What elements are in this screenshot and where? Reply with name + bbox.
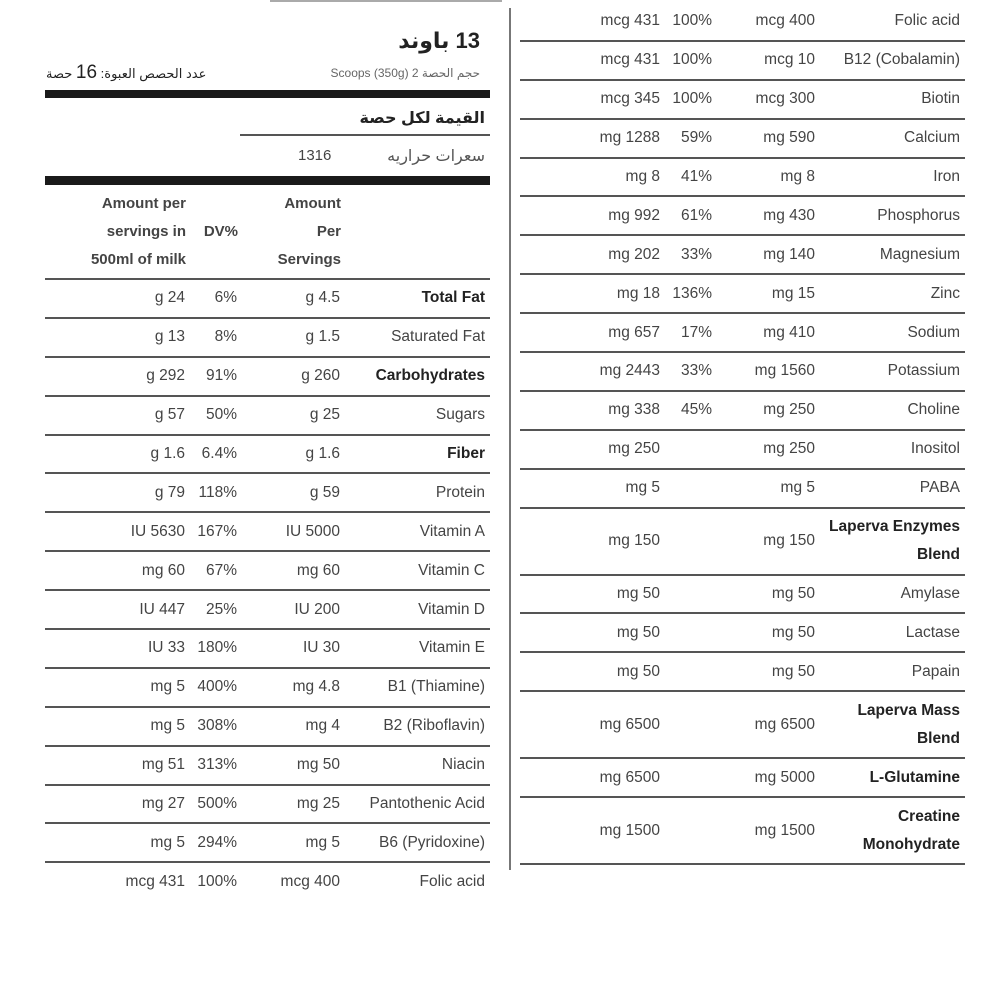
nutrient-name: Lactase xyxy=(905,623,960,641)
serving-amount: mg 5 xyxy=(305,833,340,851)
daily-value: 118% xyxy=(198,483,237,501)
serving-amount: mg 1560 xyxy=(754,362,815,380)
milk-amount: mg 1288 xyxy=(599,129,660,147)
col-header-milk xyxy=(91,190,186,274)
serving-amount: mcg 400 xyxy=(755,12,815,30)
header-line: Amount xyxy=(284,195,341,212)
serving-amount: mg 250 xyxy=(763,401,815,419)
milk-amount: g 24 xyxy=(154,289,185,307)
table-row xyxy=(520,470,965,509)
nutrient-name: Phosphorus xyxy=(877,206,960,224)
daily-value: 41% xyxy=(680,168,712,185)
nutrient-name: L-Glutamine xyxy=(869,768,960,786)
nutrient-name: Protein xyxy=(435,483,485,501)
table-row xyxy=(520,159,965,198)
serving-amount: mg 140 xyxy=(763,245,815,263)
serving-amount: mg 5 xyxy=(780,479,815,497)
table-row xyxy=(520,3,965,42)
left-nutrition-table xyxy=(45,280,490,900)
nutrient-name: Inositol xyxy=(910,440,960,458)
daily-value: 167% xyxy=(197,522,237,540)
nutrient-name: Laperva Mass Blend xyxy=(857,701,960,747)
servings-count: 16 xyxy=(75,62,98,83)
serving-amount: g 4.5 xyxy=(305,289,340,307)
serving-amount: IU 5000 xyxy=(285,522,340,540)
thick-divider xyxy=(45,176,490,185)
table-row xyxy=(45,436,490,475)
nutrient-name: Niacin xyxy=(441,756,485,774)
serving-amount: mg 250 xyxy=(763,440,815,458)
nutrient-name: Potassium xyxy=(887,362,960,380)
table-row xyxy=(520,431,965,470)
serving-amount: mg 50 xyxy=(771,585,815,603)
daily-value: 91% xyxy=(205,367,237,385)
serving-amount: mg 4.8 xyxy=(292,678,340,696)
serving-size: حجم الحصة 2 Scoops (350g) xyxy=(330,66,480,80)
table-row xyxy=(45,863,490,900)
table-row xyxy=(520,653,965,692)
table-row xyxy=(45,513,490,552)
servings-per-container xyxy=(46,62,206,84)
milk-amount: mg 250 xyxy=(608,440,660,458)
milk-amount: IU 5630 xyxy=(130,522,185,540)
milk-amount: mg 202 xyxy=(608,245,660,263)
serving-amount: mg 5000 xyxy=(754,768,815,786)
daily-value: 100% xyxy=(672,51,712,69)
nutrient-name: Folic acid xyxy=(419,872,485,890)
serving-amount: mcg 300 xyxy=(755,90,815,108)
milk-amount: mg 1500 xyxy=(599,821,660,839)
nutrient-name: Magnesium xyxy=(879,245,960,263)
daily-value: 8% xyxy=(214,328,237,346)
serving-amount: mg 430 xyxy=(763,206,815,224)
table-row xyxy=(520,120,965,159)
table-row xyxy=(45,669,490,708)
serving-amount: mg 410 xyxy=(763,323,815,341)
milk-amount: mg 6500 xyxy=(599,715,660,733)
serving-amount: mg 590 xyxy=(763,129,815,147)
milk-amount: mcg 431 xyxy=(125,872,185,890)
serving-amount: mg 8 xyxy=(780,168,815,185)
serving-amount: mg 25 xyxy=(296,795,340,813)
daily-value: 294% xyxy=(197,833,237,851)
nutrient-name: B1 (Thiamine) xyxy=(387,678,485,696)
servings-unit: حصة xyxy=(46,66,73,81)
nutrient-name: Vitamin C xyxy=(418,561,485,579)
table-row xyxy=(520,576,965,615)
milk-amount: mg 27 xyxy=(141,795,185,813)
servings-label: عدد الحصص العبوة: xyxy=(100,66,207,81)
col-header-serving xyxy=(278,190,341,274)
daily-value: 400% xyxy=(197,678,237,696)
serving-amount: mg 15 xyxy=(771,284,815,302)
milk-amount: mg 5 xyxy=(150,717,185,735)
milk-amount: mg 18 xyxy=(616,284,660,302)
daily-value: 308% xyxy=(197,717,237,735)
nutrient-name: Laperva Enzymes Blend xyxy=(829,518,960,564)
table-row xyxy=(520,798,965,865)
nutrient-name: Vitamin E xyxy=(418,639,485,657)
table-row xyxy=(45,552,490,591)
milk-amount: mg 8 xyxy=(625,168,660,185)
serving-amount: mcg 400 xyxy=(280,872,340,890)
thick-divider xyxy=(45,90,490,98)
table-row xyxy=(520,314,965,353)
serving-amount: mg 4 xyxy=(305,717,340,735)
daily-value: 61% xyxy=(680,206,712,224)
milk-amount: g 13 xyxy=(154,328,185,346)
table-row xyxy=(45,630,490,669)
milk-amount: mg 2443 xyxy=(599,362,660,380)
table-row xyxy=(45,708,490,747)
daily-value: 59% xyxy=(680,129,712,147)
table-row xyxy=(45,474,490,513)
nutrient-name: Biotin xyxy=(921,90,960,108)
milk-amount: IU 447 xyxy=(139,600,185,618)
nutrient-name: Folic acid xyxy=(894,12,960,30)
header-line: Amount per xyxy=(101,195,186,212)
nutrient-name: B12 (Cobalamin) xyxy=(843,51,960,69)
milk-amount: mg 50 xyxy=(616,585,660,603)
daily-value: 100% xyxy=(197,872,237,890)
nutrient-name: Amylase xyxy=(900,585,960,603)
nutrient-name: Sodium xyxy=(907,323,960,341)
table-row xyxy=(520,392,965,431)
table-row xyxy=(45,747,490,786)
nutrient-name: Sugars xyxy=(435,406,485,424)
table-row xyxy=(45,358,490,397)
milk-amount: mg 5 xyxy=(150,678,185,696)
nutrient-name: Vitamin D xyxy=(418,600,485,618)
column-divider xyxy=(509,8,511,870)
serving-amount: g 1.5 xyxy=(305,328,340,346)
table-row xyxy=(45,319,490,358)
header-line: Per xyxy=(316,223,341,240)
table-row xyxy=(520,42,965,81)
daily-value: 6% xyxy=(214,289,237,307)
table-row xyxy=(45,786,490,825)
serving-amount: g 1.6 xyxy=(305,445,340,462)
table-row xyxy=(520,275,965,314)
right-nutrition-table xyxy=(520,3,965,865)
table-row xyxy=(45,397,490,436)
header-line: servings in xyxy=(106,223,186,240)
top-divider xyxy=(270,0,502,2)
nutrient-name: Carbohydrates xyxy=(375,367,485,385)
daily-value: 33% xyxy=(680,362,712,380)
serving-amount: mg 50 xyxy=(296,756,340,774)
product-title: 13 باوند xyxy=(398,28,480,53)
header-line: 500ml of milk xyxy=(90,251,186,268)
table-row xyxy=(45,824,490,863)
daily-value: 17% xyxy=(680,323,712,341)
milk-amount: mcg 431 xyxy=(600,51,660,69)
milk-amount: mg 657 xyxy=(608,323,660,341)
table-row xyxy=(520,692,965,759)
milk-amount: mcg 345 xyxy=(600,90,660,108)
serving-amount: mg 50 xyxy=(771,662,815,680)
serving-amount: IU 200 xyxy=(294,600,340,618)
serving-amount: mg 60 xyxy=(296,561,340,579)
nutrient-name: PABA xyxy=(919,479,960,497)
daily-value: 67% xyxy=(205,561,237,579)
daily-value: 100% xyxy=(672,12,712,30)
daily-value: 45% xyxy=(680,401,712,419)
nutrient-name: Saturated Fat xyxy=(391,328,485,346)
nutrient-name: B6 (Pyridoxine) xyxy=(379,833,485,851)
serving-amount: mg 6500 xyxy=(754,715,815,733)
table-row xyxy=(520,197,965,236)
serving-amount: mg 150 xyxy=(763,532,815,550)
daily-value: 33% xyxy=(680,245,712,263)
table-row xyxy=(520,759,965,798)
serving-amount: g 59 xyxy=(309,483,340,501)
daily-value: 136% xyxy=(672,284,712,302)
milk-amount: mg 5 xyxy=(150,833,185,851)
serving-amount: mg 50 xyxy=(771,623,815,641)
daily-value: 6.4% xyxy=(201,445,237,462)
table-row xyxy=(520,614,965,653)
milk-amount: g 292 xyxy=(146,367,185,385)
serving-amount: mcg 10 xyxy=(764,51,815,69)
milk-amount: mg 51 xyxy=(141,756,185,774)
nutrient-name: Iron xyxy=(933,168,960,185)
milk-amount: g 1.6 xyxy=(150,445,185,462)
nutrient-name: Calcium xyxy=(904,129,960,147)
daily-value: 313% xyxy=(197,756,237,774)
serving-amount: mg 1500 xyxy=(754,821,815,839)
daily-value: 180% xyxy=(197,639,237,657)
table-row xyxy=(520,353,965,392)
milk-amount: mg 50 xyxy=(616,662,660,680)
table-row xyxy=(520,509,965,576)
milk-amount: g 57 xyxy=(154,406,185,424)
per-serving-title: القيمة لكل حصة xyxy=(359,110,485,127)
milk-amount: mg 150 xyxy=(608,532,660,550)
serving-amount: IU 30 xyxy=(302,639,340,657)
serving-amount: g 260 xyxy=(301,367,340,385)
milk-amount: mg 338 xyxy=(608,401,660,419)
daily-value: 50% xyxy=(205,406,237,424)
nutrient-name: Pantothenic Acid xyxy=(369,795,485,813)
daily-value: 500% xyxy=(197,795,237,813)
divider xyxy=(240,134,490,136)
table-row xyxy=(520,236,965,275)
nutrient-name: Zinc xyxy=(930,284,960,302)
serving-amount: g 25 xyxy=(309,406,340,424)
nutrient-name: Papain xyxy=(911,662,960,680)
col-header-dv: DV% xyxy=(203,223,238,240)
daily-value: 100% xyxy=(672,90,712,108)
header-line: Servings xyxy=(277,251,341,268)
milk-amount: g 79 xyxy=(154,483,185,501)
milk-amount: mg 60 xyxy=(141,561,185,579)
nutrient-name: B2 (Riboflavin) xyxy=(383,717,485,735)
table-row xyxy=(520,81,965,120)
milk-amount: mg 50 xyxy=(616,623,660,641)
nutrient-name: Fiber xyxy=(447,445,485,462)
daily-value: 25% xyxy=(205,600,237,618)
calories-value: 1316 xyxy=(298,147,332,164)
table-row xyxy=(45,591,490,630)
nutrient-name: Vitamin A xyxy=(419,522,485,540)
milk-amount: mcg 431 xyxy=(600,12,660,30)
nutrient-name: Creatine Monohydrate xyxy=(862,807,960,853)
table-row xyxy=(45,280,490,319)
milk-amount: mg 6500 xyxy=(599,768,660,786)
milk-amount: mg 5 xyxy=(625,479,660,497)
nutrient-name: Total Fat xyxy=(421,289,485,307)
nutrient-name: Choline xyxy=(907,401,960,419)
milk-amount: mg 992 xyxy=(608,206,660,224)
milk-amount: IU 33 xyxy=(147,639,185,657)
calories-label: سعرات حراريه xyxy=(387,148,485,165)
